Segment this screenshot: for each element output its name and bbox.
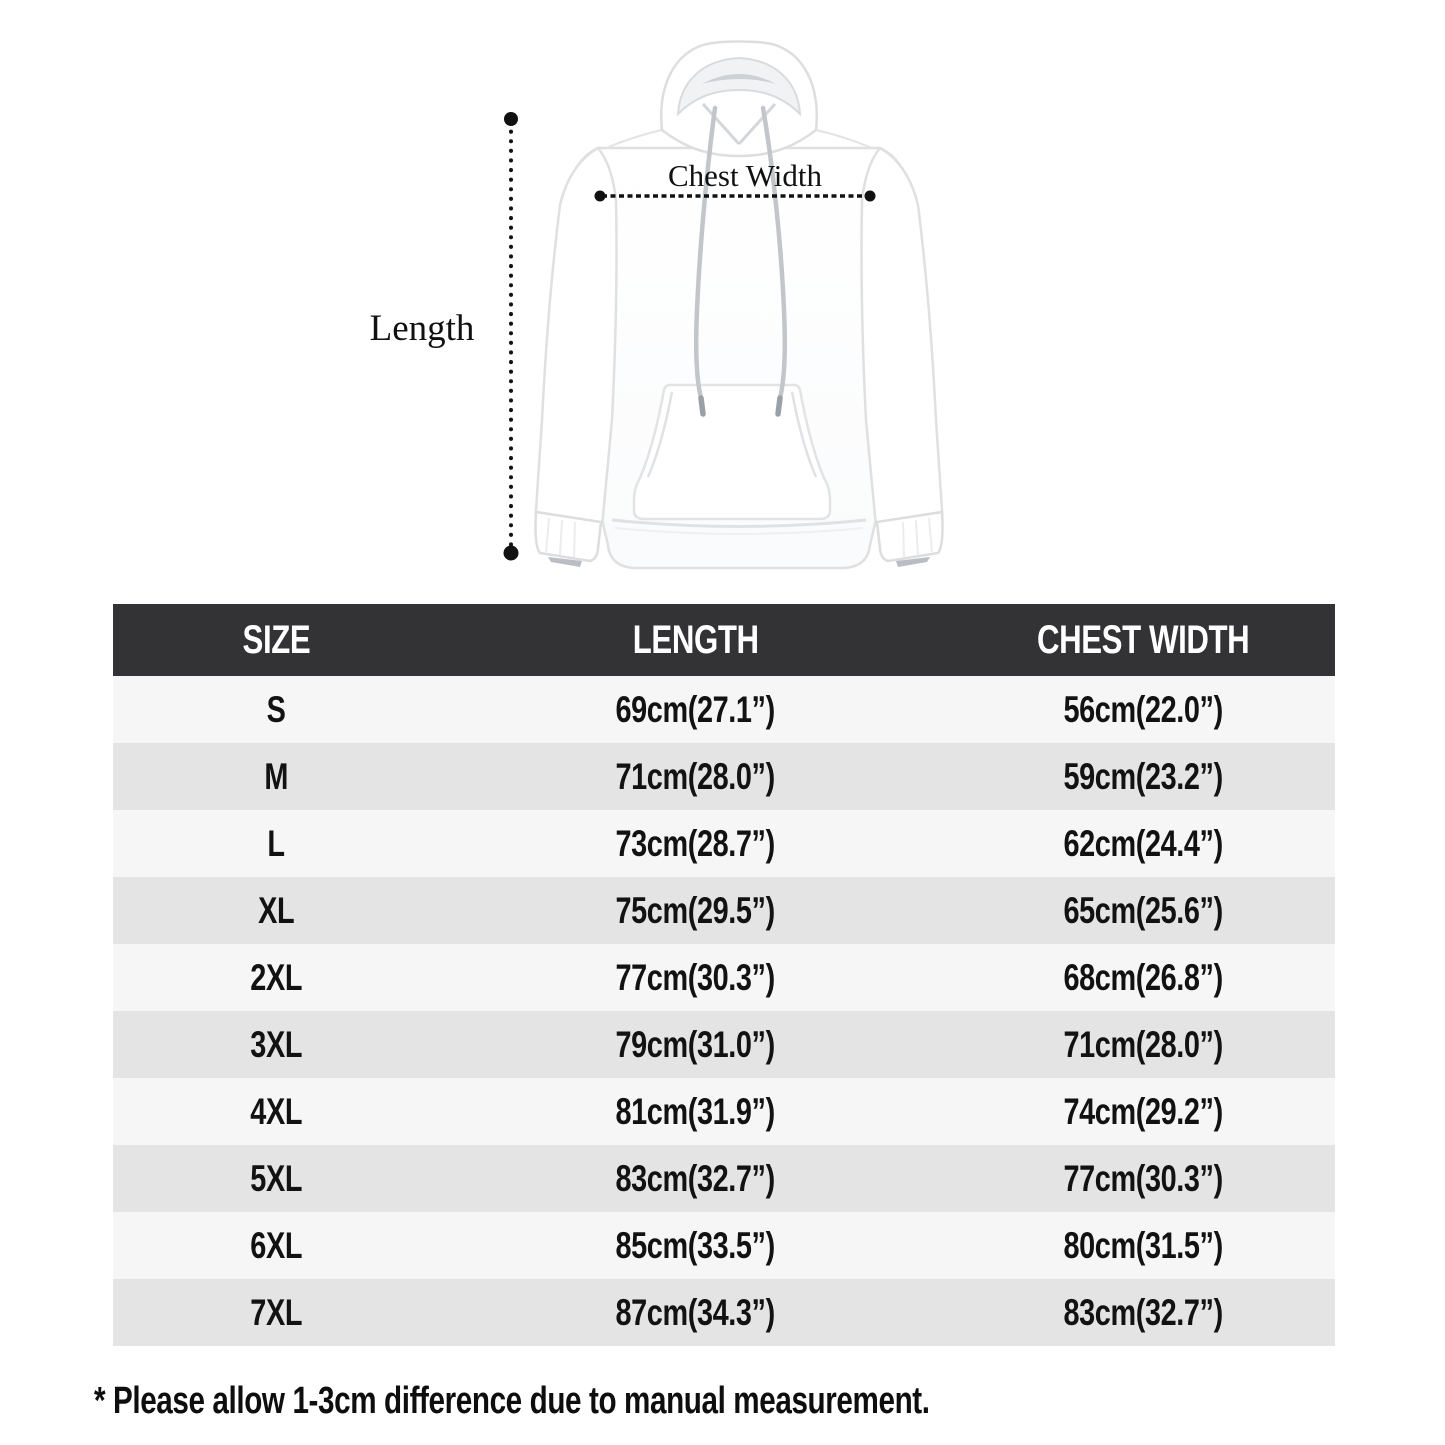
size-cell: 3XL <box>250 1023 303 1065</box>
chest-width-label: Chest Width <box>667 158 823 193</box>
length-cell: 87cm(34.3”) <box>615 1291 775 1333</box>
length-measure-line <box>504 112 519 561</box>
table-row <box>113 1145 1335 1212</box>
size-cell: S <box>266 688 286 730</box>
chest-cell: 74cm(29.2”) <box>1063 1090 1223 1132</box>
table-row <box>113 1212 1335 1279</box>
table-header-row <box>113 604 1335 676</box>
table-row <box>113 1279 1335 1346</box>
length-label: Length <box>369 308 475 349</box>
length-cell: 77cm(30.3”) <box>615 956 775 998</box>
table-row <box>113 1078 1335 1145</box>
chest-cell: 83cm(32.7”) <box>1063 1291 1223 1333</box>
chest-cell: 80cm(31.5”) <box>1063 1224 1223 1266</box>
table-row <box>113 676 1335 743</box>
size-cell: L <box>267 822 285 864</box>
chest-cell: 77cm(30.3”) <box>1063 1157 1223 1199</box>
size-cell: 6XL <box>250 1224 303 1266</box>
length-cell: 83cm(32.7”) <box>615 1157 775 1199</box>
table-row <box>113 877 1335 944</box>
chest-cell: 62cm(24.4”) <box>1063 822 1223 864</box>
size-cell: M <box>264 755 288 797</box>
length-cell: 75cm(29.5”) <box>615 889 775 931</box>
chest-cell: 59cm(23.2”) <box>1063 755 1223 797</box>
size-cell: 5XL <box>250 1157 303 1199</box>
measurement-note: * Please allow 1-3cm difference due to manual measurement. <box>94 1380 930 1422</box>
length-line-top-dot <box>504 112 518 126</box>
column-header-size: SIZE <box>242 617 311 662</box>
size-cell: 7XL <box>250 1291 303 1333</box>
size-cell: 2XL <box>250 956 303 998</box>
column-header-chest-width: CHEST WIDTH <box>1036 617 1250 662</box>
chest-cell: 71cm(28.0”) <box>1063 1023 1223 1065</box>
length-cell: 69cm(27.1”) <box>615 688 775 730</box>
chest-cell: 56cm(22.0”) <box>1063 688 1223 730</box>
hoodie-measurement-diagram <box>0 0 1445 600</box>
length-cell: 85cm(33.5”) <box>615 1224 775 1266</box>
length-cell: 71cm(28.0”) <box>615 755 775 797</box>
column-header-length: LENGTH <box>632 617 759 662</box>
size-cell: 4XL <box>250 1090 303 1132</box>
length-cell: 79cm(31.0”) <box>615 1023 775 1065</box>
length-cell: 73cm(28.7”) <box>615 822 775 864</box>
chest-line-right-dot <box>865 191 876 202</box>
size-table <box>113 604 1335 1346</box>
table-row <box>113 1011 1335 1078</box>
chest-cell: 65cm(25.6”) <box>1063 889 1223 931</box>
length-line-bottom-dot <box>504 546 519 561</box>
size-cell: XL <box>258 889 295 931</box>
table-row <box>113 743 1335 810</box>
hoodie-illustration <box>536 42 943 569</box>
chest-line-left-dot <box>595 191 606 202</box>
chest-cell: 68cm(26.8”) <box>1063 956 1223 998</box>
length-cell: 81cm(31.9”) <box>615 1090 775 1132</box>
table-body <box>113 676 1335 1346</box>
table-row <box>113 810 1335 877</box>
table-row <box>113 944 1335 1011</box>
